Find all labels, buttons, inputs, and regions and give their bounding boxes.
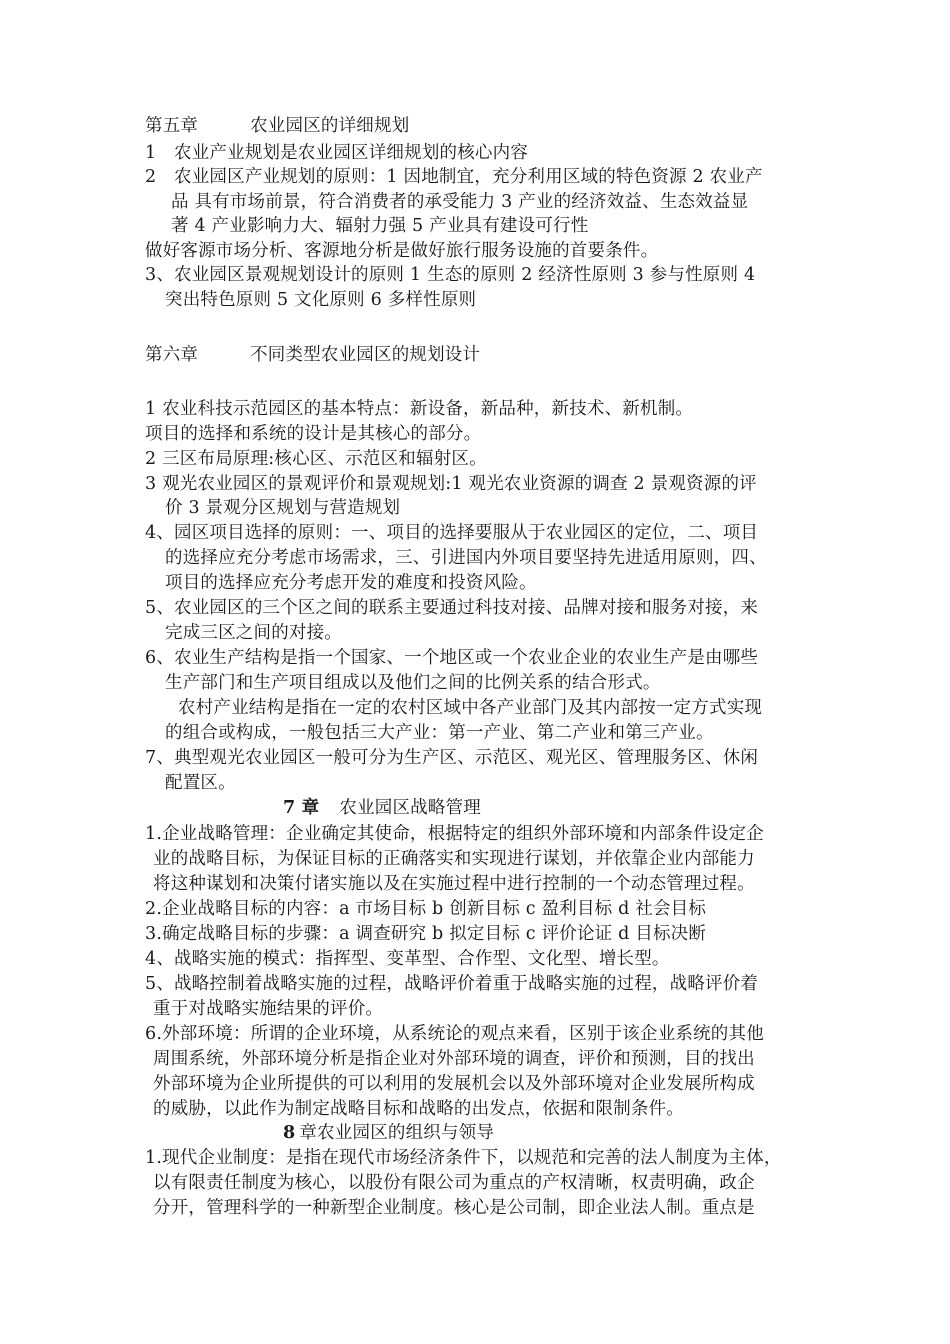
chapter5-number: 第五章 (145, 116, 199, 136)
paragraph-line: 外部环境为企业所提供的可以利用的发展机会以及外部环境对企业发展所构成 (153, 1074, 755, 1094)
paragraph-line: 完成三区之间的对接。 (165, 623, 342, 643)
paragraph-line: 分开，管理科学的一种新型企业制度。核心是公司制，即企业法人制。重点是 (153, 1198, 755, 1218)
chapter7-heading (283, 796, 481, 820)
chapter5-title: 农业园区的详细规划 (250, 116, 410, 136)
chapter7-title: 农业园区战略管理 (339, 798, 481, 818)
paragraph-line: 品 具有市场前景，符合消费者的承受能力 3 产业的经济效益、生态效益显 (171, 192, 749, 212)
paragraph-line: 的组合或构成，一般包括三大产业：第一产业、第二产业和第三产业。 (165, 723, 714, 743)
paragraph-line: 重于对战略实施结果的评价。 (153, 999, 384, 1019)
paragraph-line: 2 农业园区产业规划的原则：1 因地制宜，充分利用区域的特色资源 2 农业产 (145, 167, 763, 187)
chapter6-number: 第六章 (145, 345, 199, 365)
chapter8-heading (283, 1121, 494, 1145)
paragraph-line: 7、典型观光农业园区一般可分为生产区、示范区、观光区、管理服务区、休闲 (145, 748, 759, 768)
paragraph-line: 项目的选择和系统的设计是其核心的部分。 (145, 424, 482, 444)
chapter6-title: 不同类型农业园区的规划设计 (250, 345, 481, 365)
paragraph-line: 2.企业战略目标的内容：a 市场目标 b 创新目标 c 盈利目标 d 社会目标 (145, 899, 707, 919)
paragraph-line: 业的战略目标，为保证目标的正确落实和实现进行谋划，并依靠企业内部能力 (153, 849, 755, 869)
paragraph-line: 突出特色原则 5 文化原则 6 多样性原则 (165, 290, 477, 310)
paragraph-line: 将这种谋划和决策付诸实施以及在实施过程中进行控制的一个动态管理过程。 (153, 874, 755, 894)
paragraph-line: 著 4 产业影响力大、辐射力强 5 产业具有建设可行性 (171, 216, 589, 236)
paragraph-line: 周围系统，外部环境分析是指企业对外部环境的调查，评价和预测，目的找出 (153, 1049, 755, 1069)
paragraph-line: 1 农业产业规划是农业园区详细规划的核心内容 (145, 143, 529, 163)
paragraph-line: 项目的选择应充分考虑开发的难度和投资风险。 (165, 573, 537, 593)
paragraph-line: 1.企业战略管理：企业确定其使命，根据特定的组织外部环境和内部条件设定企 (145, 824, 764, 844)
paragraph-line: 的威胁，以此作为制定战略目标和战略的出发点，依据和限制条件。 (153, 1099, 684, 1119)
paragraph-line: 农村产业结构是指在一定的农村区域中各产业部门及其内部按一定方式实现 (178, 698, 763, 718)
paragraph-line: 6.外部环境：所谓的企业环境，从系统论的观点来看，区别于该企业系统的其他 (145, 1024, 764, 1044)
paragraph-line: 生产部门和生产项目组成以及他们之间的比例关系的结合形式。 (165, 673, 661, 693)
paragraph-line: 的选择应充分考虑市场需求，三、引进国内外项目要坚持先进适用原则，四、 (165, 548, 767, 568)
chapter7-number: 7 章 (283, 798, 320, 818)
chapter6-heading (145, 343, 480, 367)
paragraph-line: 5、战略控制着战略实施的过程，战略评价着重于战略实施的过程，战略评价着 (145, 974, 759, 994)
paragraph-line: 5、农业园区的三个区之间的联系主要通过科技对接、品牌对接和服务对接，来 (145, 598, 759, 618)
paragraph-line: 价 3 景观分区规划与营造规划 (165, 498, 401, 518)
paragraph-line: 做好客源市场分析、客源地分析是做好旅行服务设施的首要条件。 (145, 241, 659, 261)
paragraph-line: 3 观光农业园区的景观评价和景观规划:1 观光农业资源的调查 2 景观资源的评 (145, 474, 757, 494)
paragraph-line: 1 农业科技示范园区的基本特点：新设备，新品种，新技术、新机制。 (145, 399, 694, 419)
chapter8-title: 章农业园区的组织与领导 (299, 1123, 495, 1143)
paragraph-line: 6、农业生产结构是指一个国家、一个地区或一个农业企业的农业生产是由哪些 (145, 648, 759, 668)
paragraph-line: 2 三区布局原理:核心区、示范区和辐射区。 (145, 449, 487, 469)
paragraph-line: 3、农业园区景观规划设计的原则 1 生态的原则 2 经济性原则 3 参与性原则 4 (145, 265, 756, 285)
paragraph-line: 4、战略实施的模式：指挥型、变革型、合作型、文化型、增长型。 (145, 949, 670, 969)
paragraph-line: 1.现代企业制度：是指在现代市场经济条件下，以规范和完善的法人制度为主体， (145, 1148, 782, 1168)
chapter8-number: 8 (283, 1123, 296, 1143)
chapter5-heading (145, 114, 409, 138)
paragraph-line: 4、园区项目选择的原则：一、项目的选择要服从于农业园区的定位，二、项目 (145, 523, 759, 543)
paragraph-line: 配置区。 (165, 773, 236, 793)
paragraph-line: 3.确定战略目标的步骤：a 调查研究 b 拟定目标 c 评价论证 d 目标决断 (145, 924, 707, 944)
paragraph-line: 以有限责任制度为核心，以股份有限公司为重点的产权清晰，权责明确，政企 (153, 1173, 755, 1193)
